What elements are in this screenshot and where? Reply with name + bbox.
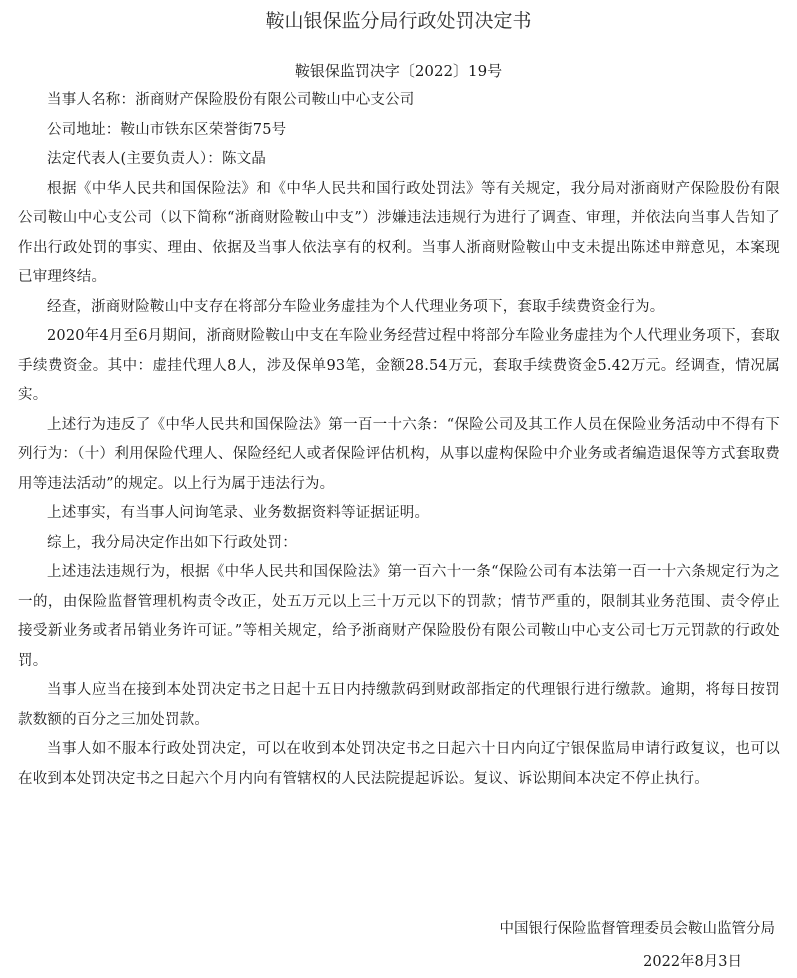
paragraph-evidence: 上述事实，有当事人问询笔录、业务数据资料等证据证明。 [47,505,430,521]
document-number: 鞍银保监罚决字〔2022〕19号 [294,62,503,80]
issuer-signature: 中国银行保险监督管理委员会鞍山监管分局 [499,921,775,937]
paragraph-basis: 根据《中华人民共和国保险法》和《中华人民共和国行政处罚法》等有关规定，我分局对浙商财产保险股份有限公司鞍山中心支公司（以下简称“浙商财险鞍山中支”）涉嫌违法违规行为进行了调查、审理，并依法向当事人告知了作出行政处罚的事实、理由、依据及当事人依法享有的权利。当事人浙商财险鞍山中支未提出陈述申辩意见，本案现已审理终结。 [18,180,780,285]
paragraph-appeal: 当事人如不服本行政处罚决定，可以在收到本处罚决定书之日起六十日内向辽宁银保监局申请行政复议，也可以在收到本处罚决定书之日起六个月内向有管辖权的人民法院提起诉讼。复议、诉讼期间本决定不停止执行。 [18,741,780,787]
paragraph-facts: 2020年4月至6月期间，浙商财险鞍山中支在车险业务经营过程中将部分车险业务虚挂为个人代理业务项下，套取手续费资金。其中：虚挂代理人8人，涉及保单93笔，金额28.54万元，套取手续费资金5.42万元。经调查，情况属实。 [18,328,780,403]
document-body [18,86,780,794]
issue-date: 2022年8月3日 [643,954,742,970]
paragraph-findings: 经查，浙商财险鞍山中支存在将部分车险业务虚挂为个人代理业务项下，套取手续费资金行为。 [47,298,665,315]
paragraph-conclusion: 综上，我分局决定作出如下行政处罚： [47,534,297,551]
paragraph-violation: 上述行为违反了《中华人民共和国保险法》第一百一十六条：“保险公司及其工作人员在保险业务活动中不得有下列行为：（十）利用保险代理人、保险经纪人或者保险评估机构，从事以虚构保险中介业务或者编造退保等方式套取费用等违法活动”的规定。以上行为属于违法行为。 [18,416,780,492]
document-title: 鞍山银保监分局行政处罚决定书 [265,10,532,32]
company-address: 公司地址：鞍山市铁东区荣誉街75号 [47,121,287,138]
party-name: 当事人名称：浙商财产保险股份有限公司鞍山中心支公司 [47,92,415,108]
legal-representative: 法定代表人(主要负责人）：陈文晶 [47,151,267,167]
paragraph-penalty: 上述违法违规行为，根据《中华人民共和国保险法》第一百六十一条“保险公司有本法第一百一十六条规定行为之一的，由保险监督管理机构责令改正，处五万元以上三十万元以下的罚款；情节严重的，限制其业务范围、责令停止接受新业务或者吊销业务许可证。”等相关规定，给予浙商财产保险股份有限公司鞍山中心支公司七万元罚款的行政处罚。 [18,564,780,669]
paragraph-payment: 当事人应当在接到本处罚决定书之日起十五日内持缴款码到财政部指定的代理银行进行缴款。逾期，将每日按罚款数额的百分之三加处罚款。 [18,682,780,728]
